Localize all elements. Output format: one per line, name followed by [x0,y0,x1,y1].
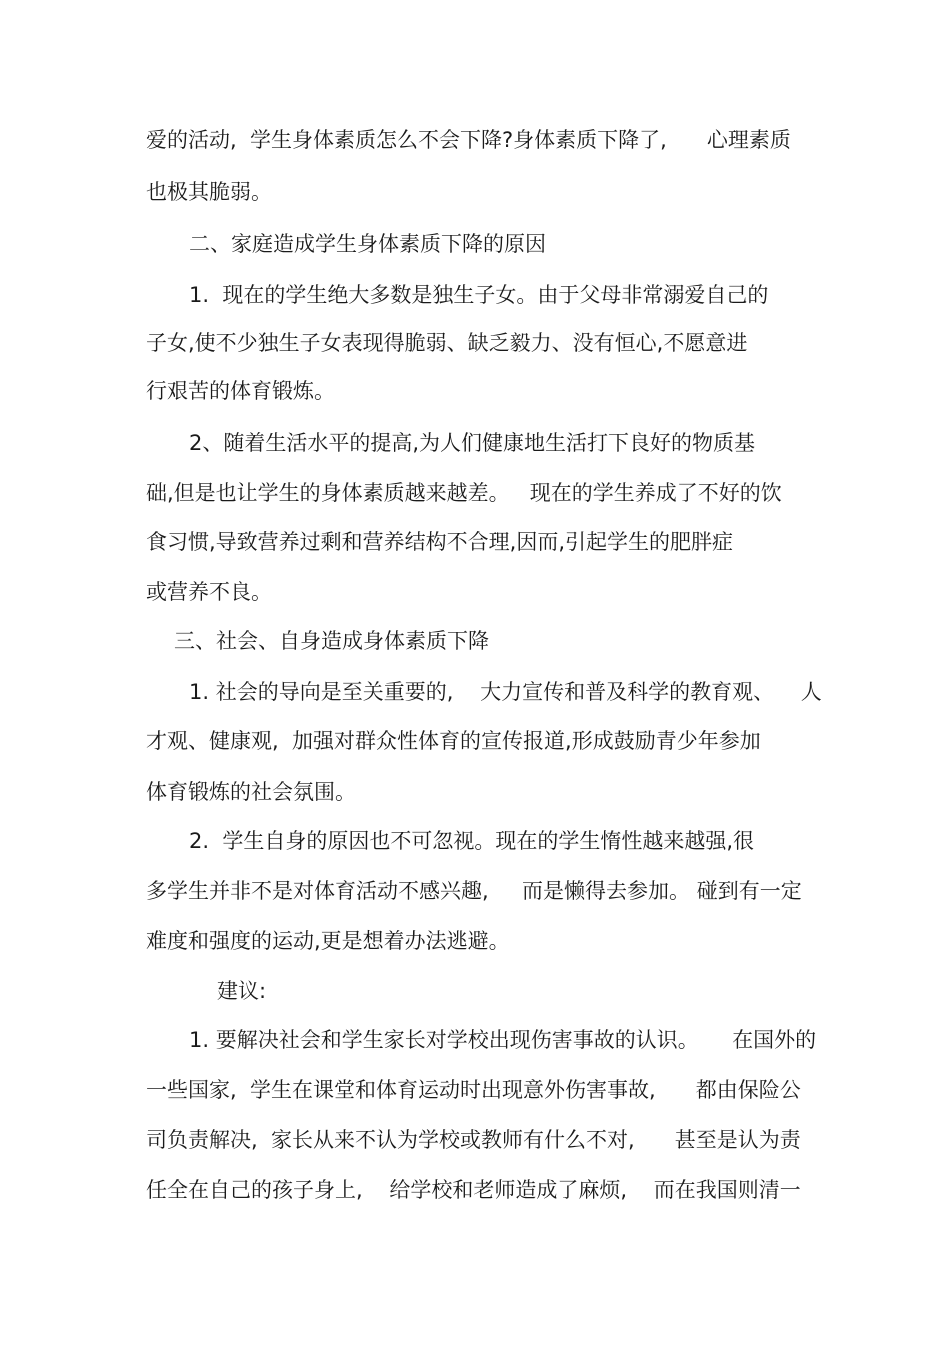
text-line: 难度和强度的运动,更是想着办法逃避。 [146,929,510,953]
text-line: 础,但是也让学生的身体素质越来越差。 现在的学生养成了不好的饮 [146,481,782,505]
text-line: 1. 社会的导向是至关重要的, 大力宣传和普及科学的教育观、 人 [189,680,822,704]
section-heading: 二、家庭造成学生身体素质下降的原因 [189,232,546,256]
text-line: 爱的活动, 学生身体素质怎么不会下降?身体素质下降了, 心理素质 [146,128,791,152]
text-line: 体育锻炼的社会氛围。 [146,780,356,804]
section-heading: 三、社会、自身造成身体素质下降 [174,629,489,653]
text-line: 1. 要解决社会和学生家长对学校出现伤害事故的认识。 在国外的 [189,1028,817,1052]
text-line: 食习惯,导致营养过剩和营养结构不合理,因而,引起学生的肥胖症 [146,530,734,554]
text-line: 或营养不良。 [146,580,272,604]
text-line: 行艰苦的体育锻炼。 [146,379,335,403]
text-line: 一些国家, 学生在课堂和体育运动时出现意外伤害事故, 都由保险公 [146,1078,801,1102]
text-line: 多学生并非不是对体育活动不感兴趣, 而是懒得去参加。 碰到有一定 [146,879,802,903]
section-heading: 建议: [217,979,267,1003]
text-line: 司负责解决, 家长从来不认为学校或教师有什么不对, 甚至是认为责 [146,1128,801,1152]
text-line: 1. 现在的学生绝大多数是独生子女。由于父母非常溺爱自己的 [189,283,769,307]
text-line: 子女,使不少独生子女表现得脆弱、缺乏毅力、没有恒心,不愿意进 [146,331,748,355]
text-line: 2. 学生自身的原因也不可忽视。现在的学生惰性越来越强,很 [189,829,755,853]
text-line: 任全在自己的孩子身上, 给学校和老师造成了麻烦, 而在我国则清一 [146,1178,801,1202]
text-line: 才观、健康观, 加强对群众性体育的宣传报道,形成鼓励青少年参加 [146,729,761,753]
text-line: 2、随着生活水平的提高,为人们健康地生活打下良好的物质基 [189,431,756,455]
text-line: 也极其脆弱。 [146,180,272,204]
